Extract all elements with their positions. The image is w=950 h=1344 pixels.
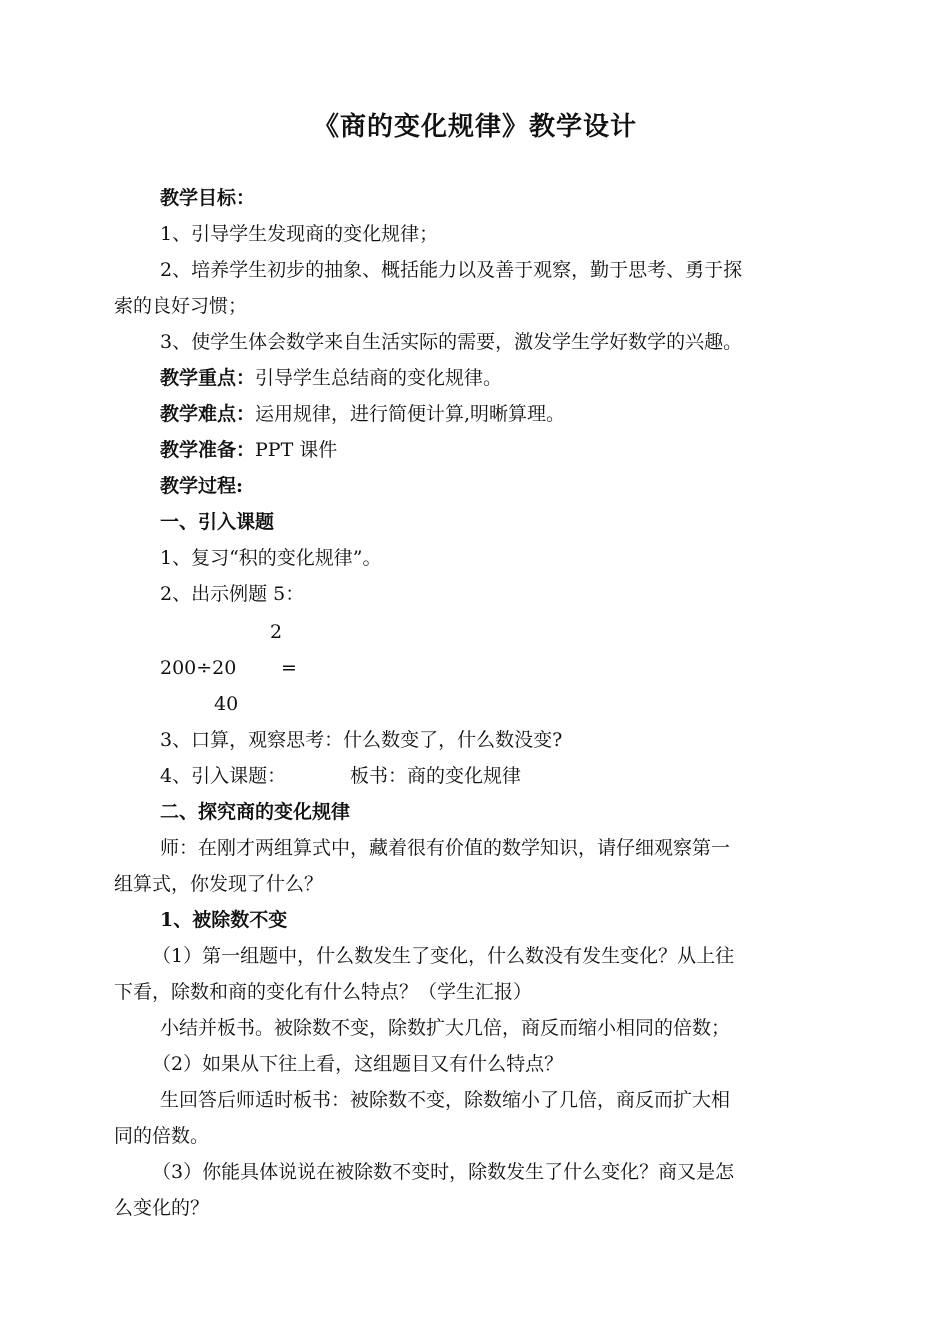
s1-item2: 2、出示例题 5：	[160, 583, 305, 605]
key-point-line	[160, 366, 502, 390]
example-top-number: 2	[270, 621, 283, 643]
objectives-heading: 教学目标：	[160, 187, 256, 209]
key-point-label: 教学重点：	[160, 367, 256, 389]
preparation-label: 教学准备：	[160, 439, 256, 461]
q3-line1: （3）你能具体说说在被除数不变时，除数发生了什么变化？商又是怎	[152, 1161, 735, 1183]
process-heading: 教学过程:	[160, 475, 244, 497]
s1-item4-board: 板书：商的变化规律	[350, 765, 522, 787]
section1-heading: 一、引入课题	[160, 511, 275, 533]
objective-2-line2: 索的良好习惯；	[114, 295, 248, 317]
s1-item1: 1、复习“积的变化规律”。	[160, 547, 382, 569]
objective-2-line1: 2、培养学生初步的抽象、概括能力以及善于观察，勤于思考、勇于探	[160, 259, 743, 281]
difficulty-line	[160, 402, 565, 426]
teacher-line1: 师：在刚才两组算式中，藏着很有价值的数学知识，请仔细观察第一	[160, 837, 731, 859]
preparation-text: PPT 课件	[255, 439, 338, 461]
answer-line2: 同的倍数。	[114, 1125, 210, 1147]
objective-1: 1、引导学生发现商的变化规律；	[160, 223, 439, 245]
answer-line1: 生回答后师适时板书：被除数不变，除数缩小了几倍，商反而扩大相	[160, 1089, 731, 1111]
example-equals: =	[281, 657, 297, 679]
example-bottom-number: 40	[214, 693, 239, 715]
q2: （2）如果从下往上看，这组题目又有什么特点？	[152, 1053, 564, 1075]
objective-3: 3、使学生体会数学来自生活实际的需要，激发学生学好数学的兴趣。	[160, 331, 743, 353]
example-expression: 200÷20	[160, 657, 237, 679]
q3-line2: 么变化的？	[114, 1197, 210, 1219]
q1-line2: 下看，除数和商的变化有什么特点？（学生汇报）	[114, 981, 533, 1003]
preparation-line	[160, 438, 337, 462]
difficulty-text: 运用规律，进行简便计算,明晰算理。	[255, 403, 566, 425]
teacher-line2: 组算式，你发现了什么？	[114, 873, 324, 895]
s1-item3: 3、口算，观察思考：什么数变了，什么数没变?	[160, 729, 563, 751]
s1-item4-prefix: 4、引入课题：	[160, 765, 287, 787]
section2-heading: 二、探究商的变化规律	[160, 801, 351, 823]
key-point-text: 引导学生总结商的变化规律。	[255, 367, 503, 389]
sub1-heading: 1、被除数不变	[160, 909, 288, 931]
summary: 小结并板书。被除数不变，除数扩大几倍，商反而缩小相同的倍数；	[160, 1017, 731, 1039]
q1-line1: （1）第一组题中，什么数发生了变化，什么数没有发生变化？从上往	[152, 945, 735, 967]
difficulty-label: 教学难点：	[160, 403, 256, 425]
document-title: 《商的变化规律》教学设计	[312, 112, 637, 142]
